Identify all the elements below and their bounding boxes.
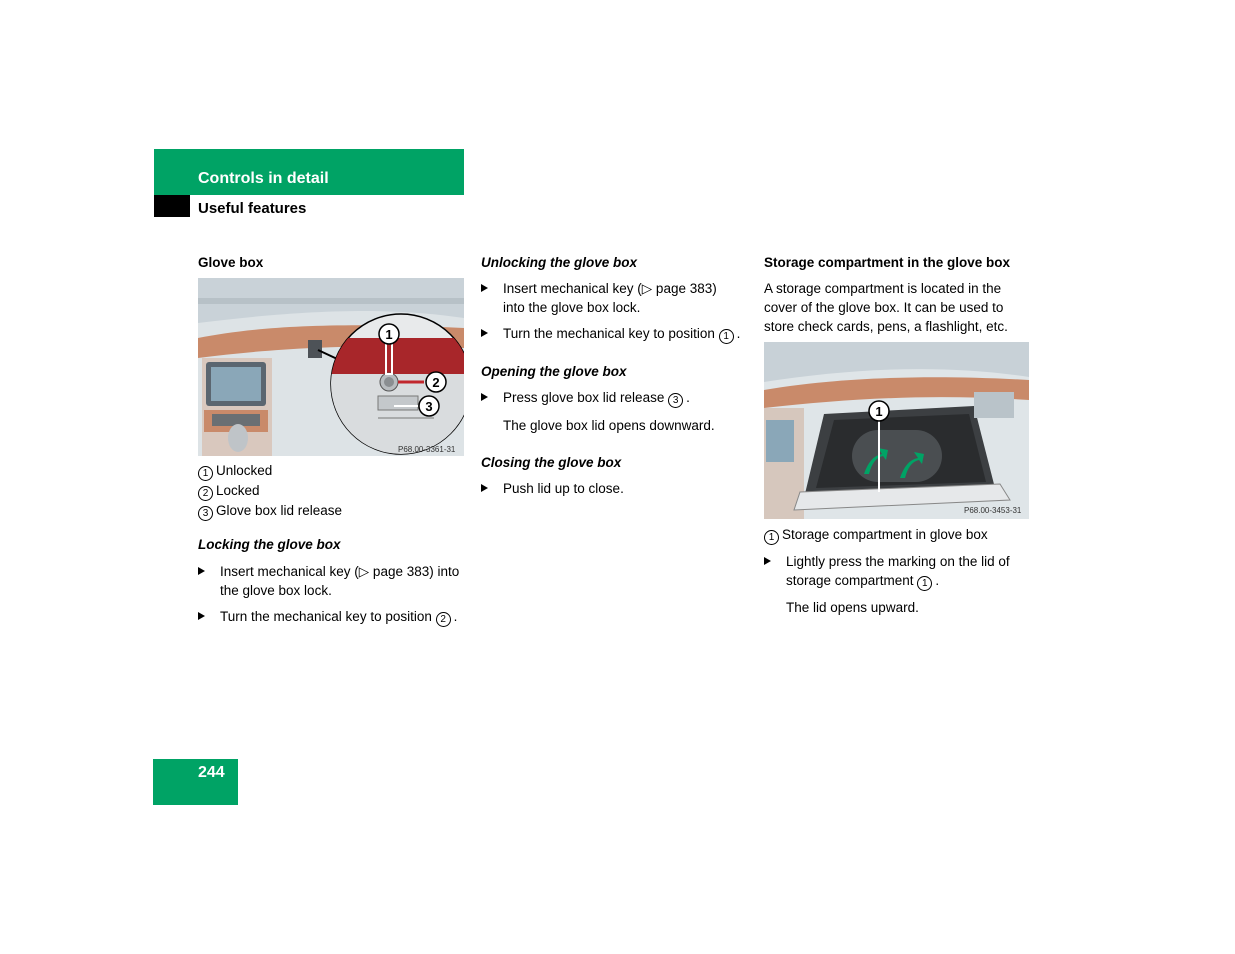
opening-step-1: Press glove box lid release 3 . [481,388,741,408]
storage-step-1: Lightly press the marking on the lid of storage compartment 1 . [764,552,1030,591]
bullet-arrow-icon [198,567,205,575]
callout-1: 1 [875,404,883,419]
subsection-title: Useful features [198,200,307,217]
glove-box-heading: Glove box [198,255,264,270]
storage-figure [764,342,1029,519]
header-marker [154,195,190,217]
opening-heading: Opening the glove box [481,364,627,379]
unlocking-heading: Unlocking the glove box [481,255,638,270]
unlocking-step-2: Turn the mechanical key to position 1 . [481,324,741,344]
locking-step-1: Insert mechanical key (▷ page 383) into the glove box lock. [198,562,464,600]
storage-result: The lid opens upward. [786,600,919,615]
glove-box-open-illustration [764,342,1029,519]
column-1 [198,253,464,272]
callout-2: 2 [432,375,440,390]
closing-heading: Closing the glove box [481,455,622,470]
legend-item: 3 Glove box lid release [198,501,464,521]
locking-step-2: Turn the mechanical key to position 2 . [198,607,464,627]
storage-section [764,525,1030,617]
page-number-band [153,759,238,805]
column-3 [764,253,1030,336]
page-number: 244 [198,764,225,781]
section-title: Controls in detail [198,170,329,187]
bullet-arrow-icon [481,393,488,401]
closing-step-1: Push lid up to close. [481,479,741,498]
callout-3: 3 [425,399,433,414]
locking-section [198,535,464,627]
bullet-arrow-icon [481,484,488,492]
unlocking-step-1: Insert mechanical key (▷ page 383) into the glove box lock. [481,279,741,317]
callout-1: 1 [385,327,393,342]
storage-heading: Storage compartment in the glove box [764,255,1011,270]
legend-item: 1 Storage compartment in glove box [764,525,1030,545]
dashboard-illustration [198,278,464,456]
locking-heading: Locking the glove box [198,537,341,552]
figure-code: P68.00-3361-31 [398,445,456,454]
bullet-arrow-icon [764,557,771,565]
glove-box-legend [198,461,464,521]
column-2 [481,253,741,498]
bullet-arrow-icon [198,612,205,620]
glove-box-figure [198,278,464,456]
legend-item: 2 Locked [198,481,464,501]
storage-intro: A storage compartment is located in the cover of the glove box. It can be used to store check cards, pens, a flashlight, etc. [764,281,1008,334]
figure-code: P68.00-3453-31 [964,506,1022,515]
bullet-arrow-icon [481,284,488,292]
opening-result: The glove box lid opens downward. [503,418,715,433]
legend-item: 1 Unlocked [198,461,464,481]
bullet-arrow-icon [481,329,488,337]
